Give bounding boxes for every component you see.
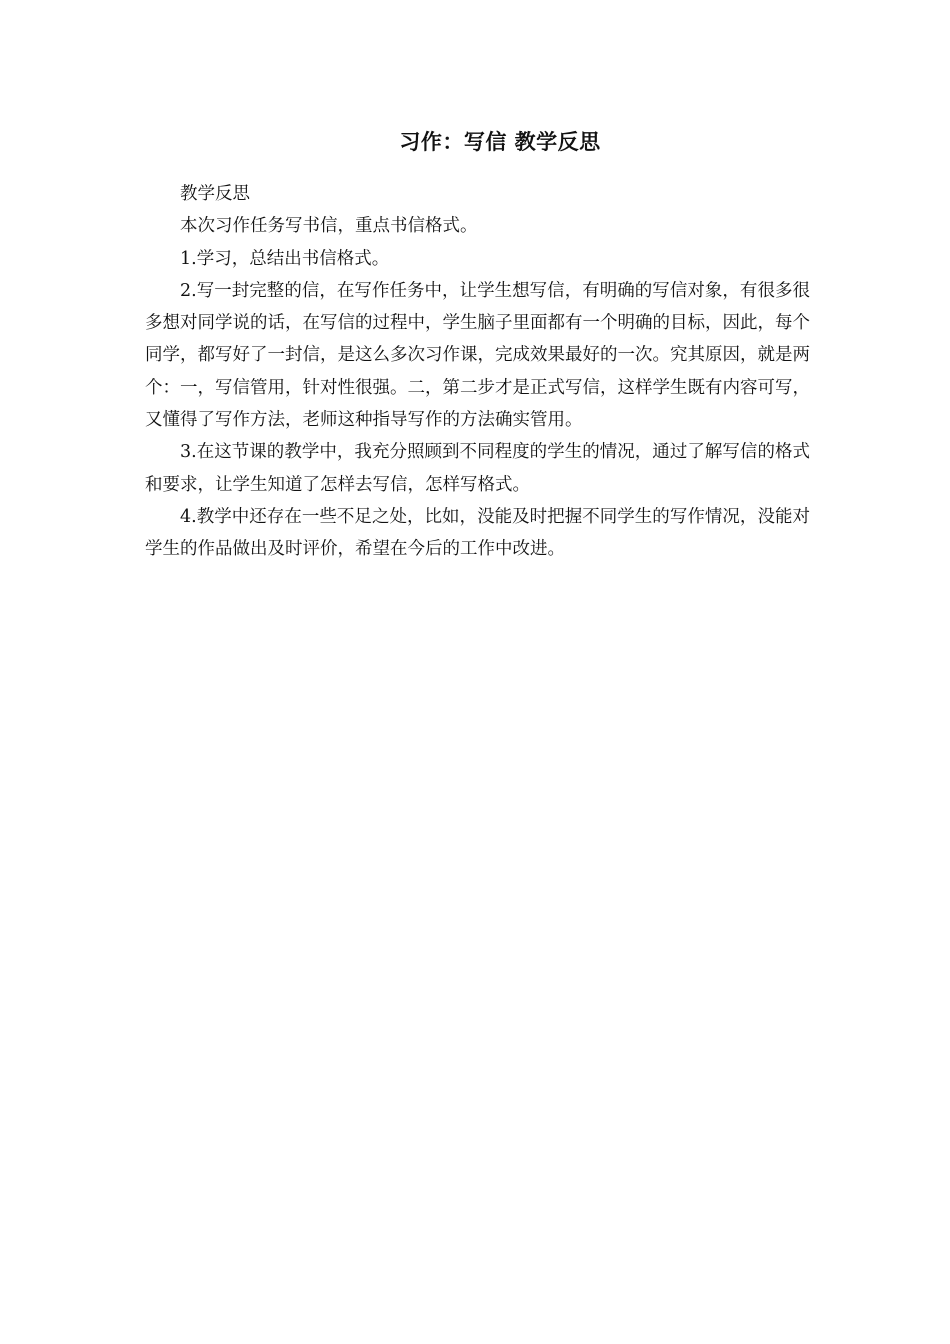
point-1-paragraph: 1.学习，总结出书信格式。 — [180, 248, 390, 269]
section-heading: 教学反思 — [180, 184, 250, 204]
document-body — [145, 178, 810, 566]
point-4-paragraph: 4.教学中还存在一些不足之处，比如，没能及时把握不同学生的写作情况，没能对学生的作品做出及时评价，希望在今后的工作中改进。 — [145, 506, 810, 560]
point-2-paragraph: 2.写一封完整的信，在写作任务中，让学生想写信，有明确的写信对象，有很多很多想对同学说的话，在写信的过程中，学生脑子里面都有一个明确的目标，因此，每个同学，都写好了一封信，是这么多次习作课，完成效果最好的一次。究其原因，就是两个：一，写信管用，针对性很强。二，第二步才是正式写信，这样学生既有内容可写，又懂得了写作方法，老师这种指导写作的方法确实管用。 — [145, 280, 810, 431]
document-title: 习作：写信 教学反思 — [399, 130, 601, 154]
intro-paragraph: 本次习作任务写书信，重点书信格式。 — [180, 216, 478, 237]
point-3-paragraph: 3.在这节课的教学中，我充分照顾到不同程度的学生的情况，通过了解写信的格式和要求，让学生知道了怎样去写信，怎样写格式。 — [145, 442, 810, 495]
